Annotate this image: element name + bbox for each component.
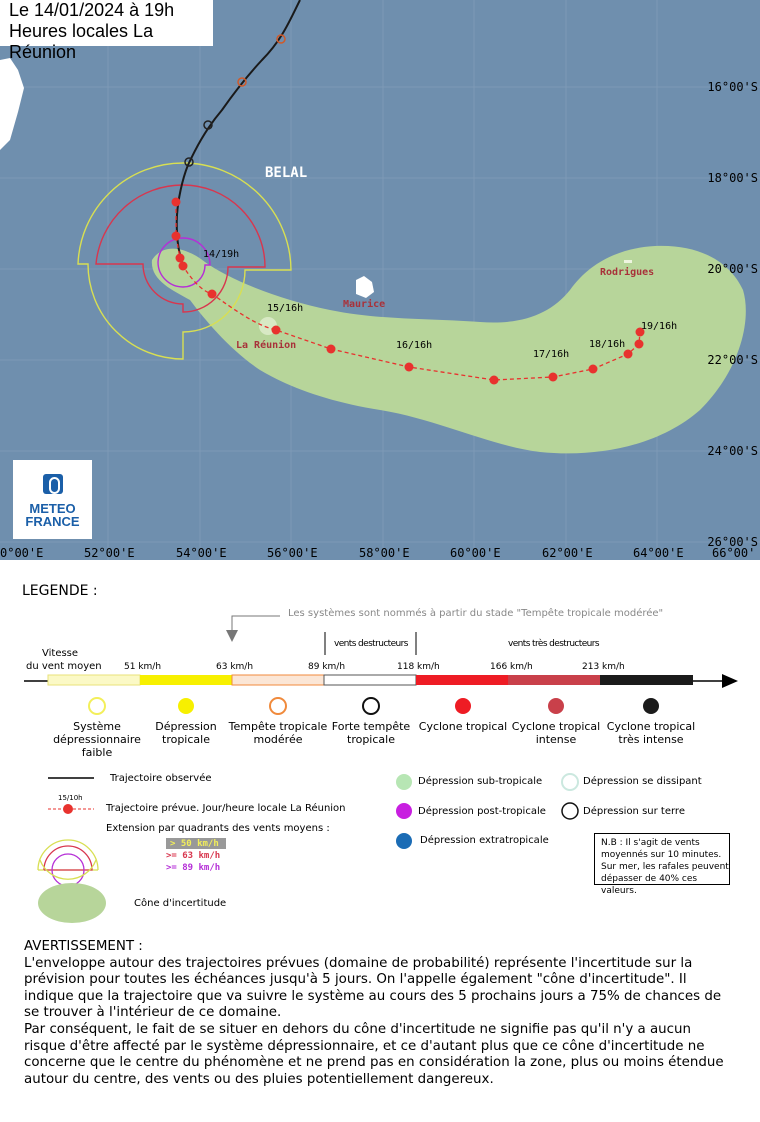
observed-track-label: Trajectoire observée (110, 773, 212, 784)
legend-title: LEGENDE : (22, 583, 98, 599)
scale-seg-weak (48, 675, 140, 685)
intense-cyclone-icon (548, 698, 564, 714)
warning-paragraph: Par conséquent, le fait de se situer en dehors du cône d'incertitude ne signifie pas qu'il n'y a aucun risque d'être affecté par le système dépressionnaire, et ce d'autant plus que ce cône d'incertitude ne concerne que le centre du phénomène et ne prend pas en considération la zone, plus ou moins étendue autour du centre, des vents ou des pluies potentiellement dangereux. (24, 1021, 724, 1087)
latitude-label: 18°00'S (707, 171, 758, 185)
time-reference: Heures locales La Réunion (9, 21, 154, 62)
cone-symbol (38, 883, 106, 923)
dissipating-label: Dépression se dissipant (583, 776, 702, 787)
latitude-label: 22°00'S (707, 353, 758, 367)
longitude-label: 52°00'E (84, 546, 135, 560)
weak-system-icon (89, 698, 105, 714)
longitude-label: 62°00'E (542, 546, 593, 560)
scale-seg-moderate-storm (232, 675, 324, 685)
post-tropical-label: Dépression post-tropicale (418, 806, 546, 817)
very-destructive-label: vents très destructeurs (508, 639, 599, 649)
storm-name: BELAL (265, 165, 308, 181)
category-line: tropicale (162, 733, 210, 746)
category-line: intense (535, 733, 577, 746)
longitude-label: 66°00' (712, 546, 756, 560)
category-line: Tempête tropicale (228, 720, 328, 733)
category-line: Forte tempête (331, 720, 411, 733)
longitude-label: 64°00'E (633, 546, 684, 560)
longitude-label: 0°00'E (0, 546, 44, 560)
category-line: Système (73, 720, 121, 733)
wind-note-line: moyennés sur 10 minutes. (601, 850, 722, 860)
category-label (501, 720, 611, 746)
moderate-storm-icon (270, 698, 286, 714)
latitude-label: 20°00'S (707, 262, 758, 276)
scale-seg-depression (140, 675, 232, 685)
forecast-label: 15/16h (267, 303, 304, 314)
depression-icon (178, 698, 194, 714)
extratropical-label: Dépression extratropicale (420, 835, 549, 846)
severe-storm-icon (363, 698, 379, 714)
wind-note-line: N.B : Il s'agit de vents (601, 838, 700, 848)
threshold-label: 63 km/h (216, 662, 254, 672)
issue-date-box (0, 0, 213, 62)
longitude-label: 54°00'E (176, 546, 227, 560)
category-line: tropicale (347, 733, 395, 746)
quadrant-extension-label: Extension par quadrants des vents moyens : (106, 823, 330, 834)
cyclone-track-map (0, 0, 760, 560)
madagascar-coast (0, 58, 24, 150)
over-land-label: Dépression sur terre (583, 806, 685, 817)
logo-text: METEO (29, 501, 76, 516)
category-line: faible (81, 746, 113, 759)
quadrant-level-50: > 50 km/h (170, 839, 219, 849)
legend-graphics (0, 560, 760, 960)
category-line: Cyclone tropical (511, 720, 601, 733)
category-line: Cyclone tropical (418, 720, 508, 733)
place-reunion: La Réunion (236, 340, 297, 351)
over-land-icon (562, 803, 578, 819)
category-line: modérée (253, 733, 303, 746)
scale-seg-cyclone (416, 675, 508, 685)
threshold-label: 89 km/h (308, 662, 346, 672)
meteo-france-emblem (43, 474, 63, 494)
threshold-label: 166 km/h (490, 662, 533, 672)
warning-paragraph: L'enveloppe autour des trajectoires prévues (domaine de probabilité) représente l'incertitude sur la prévision pour toutes les échéances jusqu'à 5 jours. On l'appelle également "cône d'incertitude". Il indique que la trajectoire que va suivre le système au cours des 5 prochains jours a 75% de chances de se trouver à l'intérieur de ce domaine. (24, 955, 722, 1021)
warning-title: AVERTISSEMENT : (24, 939, 143, 954)
wind-scale-arrowhead (722, 674, 738, 688)
longitude-label: 58°00'E (359, 546, 410, 560)
forecast-label: 16/16h (396, 340, 433, 351)
category-label (596, 720, 706, 746)
longitude-label: 60°00'E (450, 546, 501, 560)
forecast-label: 19/16h (641, 321, 678, 332)
category-line: Dépression (155, 720, 217, 733)
logo-text: FRANCE (25, 514, 80, 529)
cone-label: Cône d'incertitude (134, 898, 227, 909)
forecast-label: 17/16h (533, 349, 570, 360)
scale-seg-severe-storm (324, 675, 416, 685)
forecast-label: 18/16h (589, 339, 626, 350)
very-intense-cyclone-icon (643, 698, 659, 714)
subtropical-label: Dépression sub-tropicale (418, 776, 543, 787)
threshold-label: 118 km/h (397, 662, 440, 672)
rodrigues-island (624, 260, 632, 263)
forecast-position-icon (63, 804, 73, 814)
wind-note-line: dépasser de 40% ces valeurs. (601, 874, 698, 896)
category-line: très intense (618, 733, 684, 746)
place-rodrigues: Rodrigues (600, 267, 655, 278)
quadrant-level-63: >= 63 km/h (166, 851, 221, 861)
category-line: dépressionnaire (53, 733, 141, 746)
quadrant-symbol-50 (38, 840, 98, 870)
latitude-label: 26°00'S (707, 535, 758, 549)
scale-seg-intense-cyclone (508, 675, 600, 685)
meteo-france-logo (13, 460, 92, 539)
cyclone-icon (455, 698, 471, 714)
issue-date: Le 14/01/2024 à 19h (9, 0, 175, 20)
category-line: Cyclone tropical (606, 720, 696, 733)
wind-note-line: Sur mer, les rafales peuvent (601, 862, 729, 872)
subtropical-icon (396, 774, 412, 790)
post-tropical-icon (396, 803, 412, 819)
quadrant-symbol-63 (44, 846, 92, 870)
naming-arrow (232, 616, 280, 636)
latitude-label: 24°00'S (707, 444, 758, 458)
dissipating-icon (562, 774, 578, 790)
wind-axis-label: du vent moyen (26, 661, 102, 672)
longitude-label: 56°00'E (267, 546, 318, 560)
forecast-track-label: Trajectoire prévue. Jour/heure locale La Réunion (106, 803, 346, 814)
threshold-label: 51 km/h (124, 662, 162, 672)
naming-note: Les systèmes sont nommés à partir du stade "Tempête tropicale modérée" (288, 608, 664, 619)
quadrant-level-89: >= 89 km/h (166, 863, 221, 873)
scale-seg-very-intense-cyclone (600, 675, 693, 685)
naming-arrow-head (226, 630, 238, 642)
latitude-label: 16°00'S (707, 80, 758, 94)
wind-axis-label: Vitesse (42, 648, 79, 659)
map-graphics (0, 0, 760, 560)
forecast-label: 14/19h (203, 249, 240, 260)
destructive-label: vents destructeurs (334, 639, 408, 649)
threshold-label: 213 km/h (582, 662, 625, 672)
wind-note-box (594, 833, 730, 896)
forecast-marker-label: 15/10h (58, 794, 83, 802)
mauritius-island (356, 276, 374, 298)
place-maurice: Maurice (343, 299, 386, 310)
warning-section (24, 939, 734, 1088)
extratropical-icon (396, 833, 412, 849)
